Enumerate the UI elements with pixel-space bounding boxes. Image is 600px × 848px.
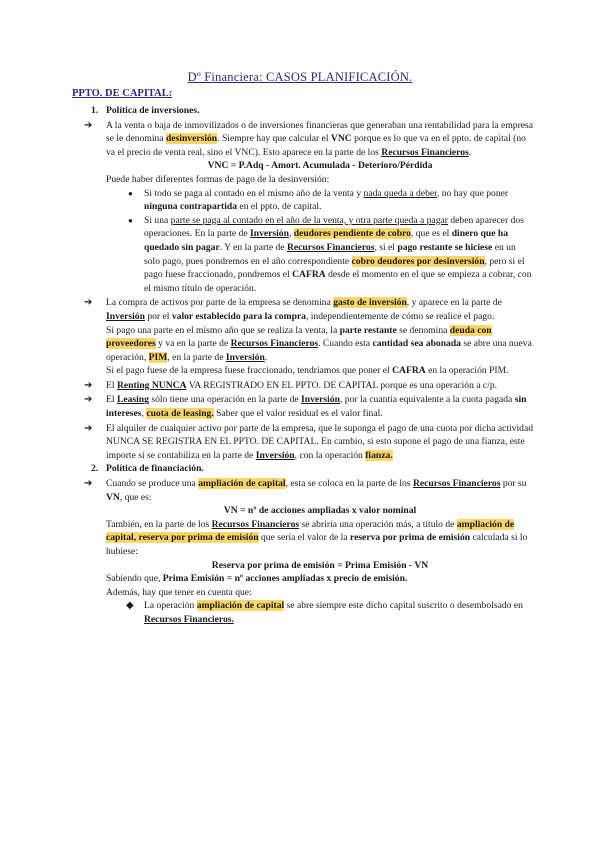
highlight: PIM	[148, 351, 168, 363]
highlight: fianza.	[365, 449, 393, 461]
paragraph-cafra-pim: Si el pago fuese de la empresa fuese fraccionado, tendríamos que poner el CAFRA en la operación PIM.	[106, 365, 509, 377]
bullet-dot-icon: ●	[128, 215, 133, 225]
highlight: cuota de leasing.	[146, 408, 214, 420]
highlight: cobro deudores por desinversión	[351, 255, 485, 267]
arrow-bullet-icon: ➔	[84, 422, 93, 434]
paragraph-reserva-prima: También, en la parte de los Recursos Financieros se abriría una operación más, a título de ampliación de capital, reserva por prima de emisión que sería el valor de la reserva por prima de emisión calculada si lo hubiese:	[106, 518, 528, 557]
bullet-dot-icon: ●	[128, 188, 133, 198]
highlight: ampliación de capital	[198, 478, 286, 490]
paragraph-gasto-inversion: ➔ La compra de activos por parte de la empresa se denomina gasto de inversión, y aparece en la parte de Inversión por el valor establecido para la compra, independientemente de cómo se realice el pago.	[84, 297, 502, 322]
paragraph-prima-emision: Sabiendo que, Prima Emisión = nº acciones ampliadas x precio de emisión.	[106, 573, 408, 585]
list-item-pago-parcial: ● Si una parte se paga al contado en el año de la venta, y otra parte queda a pagar deben aparecer dos operaciones. En la parte de Inversión, deudores pendiente de cobro, que es el dinero que ha quedado sin pagar. Y en la parte de Recursos Financieros, si el pago restante se hiciese en un solo pago, pues pondremos en el año correspondiente cobro deudores por desinversión, pero si el pago fuese fraccionado, pondremos el CAFRA desde el momento en el que se empieza a cobrar, con el mismo título de operación.	[128, 214, 532, 294]
diamond-bullet-icon: ◆	[126, 600, 134, 612]
arrow-bullet-icon: ➔	[84, 297, 93, 309]
list-item-ampliacion-capital: ◆ La operación ampliación de capital se abre siempre este dicho capital suscrito o desembolsado en Recursos Financieros.	[126, 600, 523, 625]
document-title: Dº Financiera: CASOS PLANIFICACIÓN.	[187, 70, 413, 84]
highlight: desinversión	[165, 133, 218, 145]
paragraph-ampliacion-capital: ➔ Cuando se produce una ampliación de capital, esta se coloca en la parte de los Recursos Financieros por su VN, que es:	[84, 478, 527, 503]
highlight: deuda con proveedores	[106, 324, 492, 350]
paragraph-renting: ➔ El Renting NUNCA VA REGISTRADO EN EL PPTO. DE CAPITAL porque es una operación a c/p.	[84, 379, 498, 391]
formula-vn: VN = nº de acciones ampliadas x valor nominal	[223, 505, 417, 517]
heading-text: Política de inversiones.	[106, 105, 200, 116]
section-header-ppto-capital: PPTO. DE CAPITAL:	[72, 88, 173, 99]
heading-text: Política de financiación.	[106, 463, 204, 475]
paragraph-leasing: ➔ El Leasing sólo tiene una operación en la parte de Inversión, por la cuantía equivalente a la cuota pagada sin intereses, cuota de leasing. Saber que el valor residual es el valor final.	[84, 394, 527, 420]
paragraph-ademas: Además, hay que tener en cuenta que:	[106, 586, 252, 598]
heading-number: 1.	[91, 105, 99, 116]
arrow-bullet-icon: ➔	[84, 379, 93, 391]
arrow-bullet-icon: ➔	[84, 478, 93, 490]
highlight: ampliación de capital, reserva por prima de emisión	[106, 518, 515, 544]
arrow-bullet-icon: ➔	[84, 394, 93, 406]
list-item-pago-contado: ● Si todo se paga al contado en el mismo año de la venta y nada queda a deber, no hay que poner ninguna contrapartida en el ppto. de capital.	[128, 187, 509, 213]
formula-vnc: VNC = P.Adq - Amort. Acumulada - Deterioro/Pérdida	[207, 160, 433, 172]
heading-number: 2.	[91, 463, 99, 475]
paragraph-formas-pago: Puede haber diferentes formas de pago de la desinversión:	[106, 173, 330, 185]
highlight: deudores pendiente de cobro	[293, 228, 411, 240]
highlight: ampliación de capital	[196, 600, 285, 612]
paragraph-alquiler-fianza: ➔ El alquiler de cualquier activo por parte de la empresa, que le suponga el pago de una cuota por dicha actividad NUNCA SE REGISTRA EN EL PPTO. DE CAPITAL. En cambio, si esto supone el pago de una fianza, este importe sí se contabiliza en la parte de Inversión, con la operación fianza.	[84, 422, 534, 461]
heading-politica-financiacion	[82, 462, 534, 476]
paragraph-desinversion: ➔ A la venta o baja de inmovilizados o de inversiones financieras que generaban una rentabilidad para la empresa se le denomina desinversión. Siempre hay que calcular el VNC porque es lo que va en el ppto. de capital (no va el precio de venta real, sino el VNC). Esto aparece en la parte de los Recursos Financieros.	[84, 119, 534, 158]
arrow-bullet-icon: ➔	[84, 119, 93, 131]
formula-reserva-prima: Reserva por prima de emisión = Prima Emisión - VN	[211, 559, 429, 571]
document-body	[82, 104, 534, 627]
paragraph-deuda-proveedores: Si pago una parte en el mismo año que se realiza la venta, la parte restante se denomina deuda con proveedores y va en la parte de Recursos Financieros. Cuando esta cantidad sea abonada se abre una nueva operación, PIM, en la parte de Inversión.	[106, 324, 532, 363]
highlight: gasto de inversión	[333, 297, 407, 309]
heading-politica-inversiones	[82, 104, 534, 118]
